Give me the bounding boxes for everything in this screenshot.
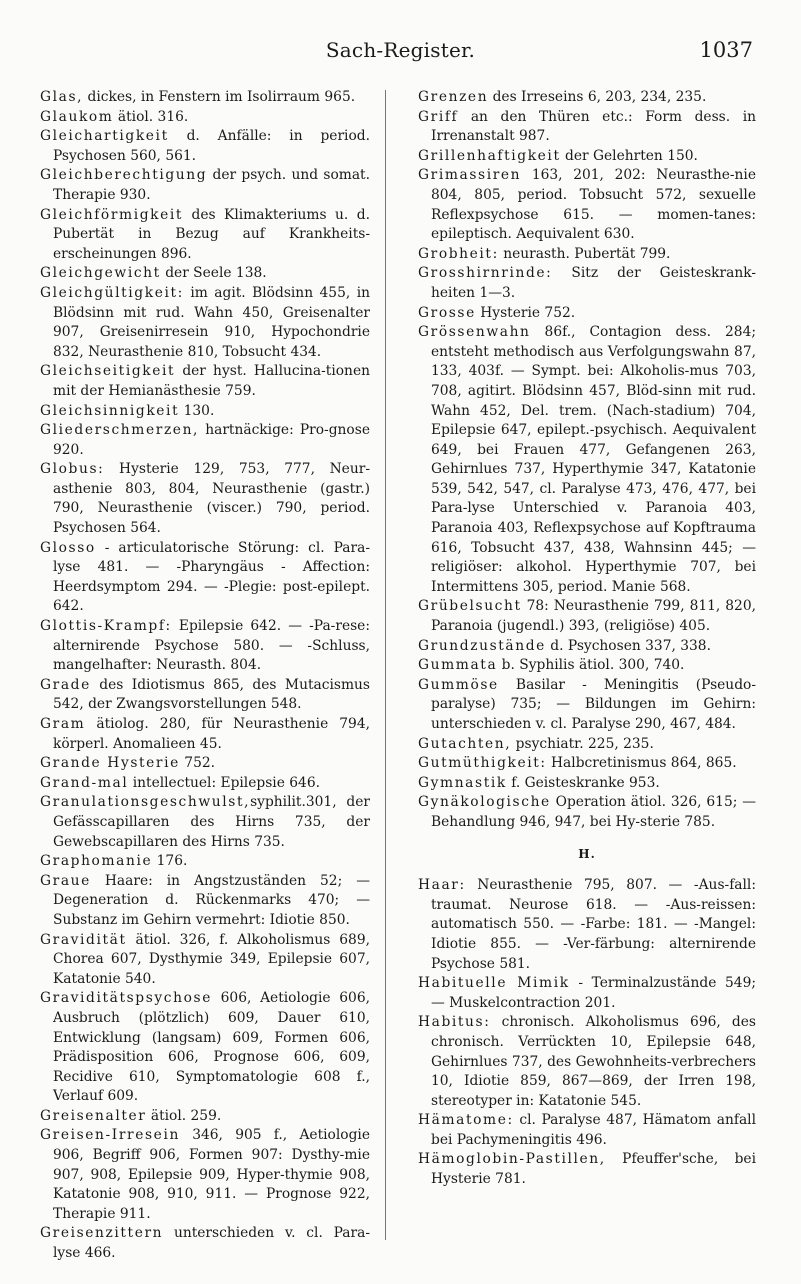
index-entry	[40, 754, 370, 774]
entry-term: Grübelsucht	[418, 598, 522, 615]
entry-references: 606, Aetiologie 606, Ausbruch (plötzlich) 609, Dauer 610, Entwicklung (langsam) 609, Formen 606, Prädisposition 606, Prognose 606, 609, Recidive 610, Symptomatologie 608 f., Verlauf 609.	[53, 990, 370, 1105]
index-entry	[40, 402, 370, 422]
entry-references: des Irreseins 6, 203, 234, 235.	[488, 89, 707, 105]
entry-term: Gleichsinnigkeit	[40, 402, 180, 419]
index-entry	[40, 127, 370, 166]
entry-term: Gummöse	[418, 676, 499, 693]
entry-term: Grande Hysterie	[40, 755, 180, 772]
entry-term: Glosso	[40, 539, 96, 556]
entry-term: Gleichförmigkeit	[40, 206, 184, 223]
entry-term: Grenzen	[418, 89, 489, 105]
entry-term: Gymnastik	[418, 774, 507, 791]
entry-term: Glas,	[40, 89, 84, 105]
index-entry	[40, 931, 370, 990]
entry-references: Halbcretinismus 864, 865.	[546, 755, 737, 772]
running-title: Sach-Register.	[325, 38, 476, 62]
entry-references: Hysterie 752.	[475, 304, 576, 321]
entry-term: Gummata	[418, 657, 498, 674]
entry-references: Basilar - Meningitis (Pseudo-paralyse) 735; — Bildungen im Gehirn: unterschieden v. cl. Paralyse 290, 467, 484.	[431, 676, 756, 732]
entry-references: unterschieden v. cl. Para-lyse 466.	[53, 1225, 370, 1262]
entry-term: Grand-mal	[40, 774, 129, 791]
index-entry	[418, 1013, 756, 1111]
index-entry	[40, 852, 370, 872]
index-entry	[40, 774, 370, 794]
entry-term: Habitus:	[418, 1014, 491, 1031]
entry-term: Haar:	[418, 877, 466, 894]
entry-references: Haare: in Angstzuständen 52; — Degeneration d. Rückenmarks 470; — Substanz im Gehirn vermehrt: Idiotie 850.	[53, 872, 370, 928]
entry-references: 176.	[152, 853, 188, 870]
entry-term: Grimassiren	[418, 167, 522, 184]
entry-term: Granulationsgeschwulst,	[40, 794, 251, 811]
index-entry	[40, 460, 370, 538]
entry-references: Hysterie 129, 753, 777, Neur-asthenie 803, 804, Neurasthenie (gastr.) 790, Neurasthenie (viscer.) 790, period. Psychosen 564.	[53, 461, 370, 537]
entry-references: 130.	[179, 402, 215, 419]
entry-references: 78: Neurasthenie 799, 811, 820, Paranoia (jugendl.) 393, (religiöse) 405.	[431, 598, 756, 635]
entry-references: - Terminalzustände 549; — Muskelcontraction 201.	[431, 975, 756, 1011]
index-entry	[418, 754, 756, 774]
index-entry	[418, 1111, 756, 1150]
entry-references: syphilit.301, der Gefässcapillaren des Hirns 735, der Gewebscapillaren des Hirns 735.	[53, 794, 370, 850]
entry-term: Gynäkologische	[418, 794, 551, 811]
entry-references: ätiol. 259.	[146, 1107, 222, 1124]
index-entry	[40, 206, 370, 265]
entry-references: - articulatorische Störung: cl. Para-lyse 481. — -Pharyngäus - Affection: Heerdsymptom 294. — -Plegie: post-epilept. 642.	[53, 539, 370, 615]
entry-references: cl. Paralyse 487, Hämatom anfall bei Pachymeningitis 496.	[431, 1112, 756, 1148]
entry-references: hartnäckige: Pro-gnose 920.	[53, 422, 370, 458]
entry-references: Operation ätiol. 326, 615; — Behandlung 946, 947, bei Hy-sterie 785.	[431, 794, 756, 830]
entry-references: des Idiotismus 865, des Mutacismus 542, der Zwangsvorstellungen 548.	[53, 676, 370, 713]
entry-term: Greisenzittern	[40, 1225, 164, 1242]
index-entry	[40, 108, 370, 128]
entry-term: Gram	[40, 716, 86, 732]
index-entry	[418, 774, 756, 794]
entry-term: Grosshirnrinde:	[418, 265, 553, 282]
entry-references: 752.	[179, 755, 216, 772]
entry-term: Hämoglobin-Pastillen,	[418, 1151, 606, 1168]
entry-references: ätiol. 316.	[113, 108, 189, 125]
index-entry	[40, 1126, 370, 1224]
entry-term: Gliederschmerzen,	[40, 422, 200, 439]
entry-term: Grobheit:	[418, 245, 499, 262]
entry-term: Grössenwahn	[418, 324, 531, 341]
index-entry	[40, 872, 370, 931]
entry-references: der psych. und somat. Therapie 930.	[53, 167, 370, 203]
entry-term: Grosse	[418, 304, 476, 321]
entry-term: Habituelle Mimik	[418, 975, 570, 992]
entry-references: 346, 905 f., Aetiologie 906, Begriff 906, Formen 907: Dysthy-mie 907, 908, Epilepsie 909, Hyper-thymie 908, Katatonie 908, 910, 911. — Prognose 922, Therapie 911.	[53, 1127, 370, 1222]
entry-references: chronisch. Alkoholismus 696, des chronisch. Verrückten 10, Epilepsie 648, Gehirnlues 737, des Gewohnheits-verbrechers 10, Idiotie 859, 867—869, der Irren 198, stereotyper in: Katatonie 545.	[431, 1014, 756, 1109]
entry-term: Gleichgewicht	[40, 265, 161, 282]
index-entry	[418, 676, 756, 735]
entry-term: Gleichartigkeit	[40, 128, 169, 145]
entry-references: an den Thüren etc.: Form dess. in Irrenanstalt 987.	[431, 108, 756, 145]
entry-references: intellectuel: Epilepsie 646.	[128, 774, 320, 791]
index-entry	[40, 88, 370, 108]
entry-term: Gutmüthigkeit:	[418, 755, 547, 772]
entry-term: Grade	[40, 676, 91, 693]
entry-term: Gleichgültigkeit:	[40, 284, 184, 301]
entry-references: d. Psychosen 337, 338.	[545, 637, 711, 654]
index-entry	[40, 166, 370, 205]
entry-references: 86f., Contagion dess. 284; entsteht methodisch aus Verfolgungswahn 87, 133, 403f. — Sympt. bei: Alkoholis-mus 703, 708, agitirt. Blödsinn 457, Blöd-sinn mit rud. Wahn 452, Del. trem. (Nach-stadium) 704, Epilepsie 647, epilept.-psychisch. Aequivalent 649, bei Frauen 477, Gefangenen 263, Gehirnlues 737, Hyperthymie 347, Katatonie 539, 542, 547, cl. Paralyse 473, 476, 477, bei Para-lyse Unterschied v. Paranoia 403, Paranoia 403, Reflexpsychose auf Kopftrauma 616, Tobsucht 437, 438, Wahnsinn 445; — religiöser: alkohol. Hyperthymie 707, bei Intermittens 305, period. Manie 568.	[431, 324, 756, 595]
entry-references: der Gelehrten 150.	[560, 147, 698, 164]
index-entry	[418, 1150, 756, 1189]
entry-term: Grundzustände	[418, 637, 546, 654]
section-heading: H.	[578, 846, 596, 861]
index-entry	[40, 1224, 370, 1263]
index-entry	[418, 793, 756, 832]
index-entry	[418, 656, 756, 676]
entry-term: Glaukom	[40, 108, 114, 125]
entry-references: der hyst. Hallucina-tionen mit der Hemianästhesie 759.	[53, 363, 370, 399]
index-entry	[40, 362, 370, 401]
entry-term: Greisen-Irresein	[40, 1127, 180, 1144]
index-entry	[40, 676, 370, 715]
index-entry	[418, 735, 756, 755]
entry-references: der Seele 138.	[160, 265, 267, 282]
entry-references: f. Geisteskranke 953.	[506, 774, 660, 791]
index-entry	[418, 166, 756, 244]
index-entry	[418, 597, 756, 636]
entry-term: Globus:	[40, 461, 105, 478]
index-entry	[418, 876, 756, 974]
entry-references: d. Anfälle: in period. Psychosen 560, 561.	[53, 128, 370, 164]
entry-references: Pfeuffer'sche, bei Hysterie 781.	[431, 1151, 756, 1188]
entry-term: Graphomanie	[40, 853, 153, 870]
entry-references: ätiolog. 280, für Neurasthenie 794, körperl. Anomalieen 45.	[53, 716, 370, 752]
entry-term: Gleichberechtigung	[40, 167, 208, 184]
entry-term: Graue	[40, 872, 91, 889]
entry-term: Graviditätspsychose	[40, 990, 212, 1007]
entry-term: Glottis-Krampf:	[40, 618, 172, 635]
entry-references: im agit. Blödsinn 455, in Blödsinn mit rud. Wahn 450, Greisenalter 907, Greisenirresein 910, Hypochondrie 832, Neurasthenie 810, Tobsucht 434.	[53, 284, 370, 360]
index-entry	[40, 264, 370, 284]
entry-references: Neurasthenie 795, 807. — -Aus-fall: traumat. Neurose 618. — -Aus-reissen: automatisch 550. — -Farbe: 181. — -Mangel: Idiotie 855. — -Ver-färbung: alternirende Psychose 581.	[431, 877, 756, 972]
entry-references: 163, 201, 202: Neurasthe-nie 804, 805, period. Tobsucht 572, sexuelle Reflexpsychose 615. — momen-tanes: epileptisch. Aequivalent 630.	[431, 167, 756, 243]
index-entry	[40, 421, 370, 460]
entry-references: ätiol. 326, f. Alkoholismus 689, Chorea 607, Dysthymie 349, Epilepsie 607, Katatonie 540.	[53, 931, 370, 987]
column-divider	[385, 90, 386, 1240]
entry-references: des Klimakteriums u. d. Pubertät in Bezug auf Krankheits-erscheinungen 896.	[53, 206, 370, 262]
entry-term: Gutachten,	[418, 735, 512, 752]
entry-term: Gravidität	[40, 931, 127, 948]
index-entry	[418, 108, 756, 147]
entry-references: dickes, in Fenstern im Isolirraum 965.	[83, 89, 356, 105]
index-entry	[40, 617, 370, 676]
index-entry	[40, 284, 370, 362]
entry-term: Hämatome:	[418, 1112, 514, 1129]
index-entry	[418, 637, 756, 657]
entry-references: Epilepsie 642. — -Pa-rese: alternirende Psychose 580. — -Schluss, mangelhafter: Neurasth. 804.	[53, 618, 370, 674]
right-column	[418, 88, 756, 1190]
index-entry	[40, 539, 370, 617]
entry-references: psychiatr. 225, 235.	[511, 735, 654, 752]
page-number: 1037	[699, 38, 753, 62]
index-entry	[418, 245, 756, 265]
left-column	[40, 88, 370, 1264]
index-entry	[40, 793, 370, 852]
entry-references: Sitz der Geisteskrank-heiten 1—3.	[431, 265, 756, 301]
index-entry	[418, 147, 756, 167]
index-entry	[40, 989, 370, 1107]
index-entry	[418, 304, 756, 324]
entry-references: b. Syphilis ätiol. 300, 740.	[497, 657, 685, 674]
entry-term: Gleichseitigkeit	[40, 363, 176, 380]
page-header	[0, 38, 801, 68]
index-entry	[418, 974, 756, 1013]
index-entry	[40, 1107, 370, 1127]
entry-term: Greisenalter	[40, 1107, 147, 1124]
index-entry	[418, 88, 756, 108]
index-entry	[418, 264, 756, 303]
entry-references: neurasth. Pubertät 799.	[498, 245, 671, 262]
index-entry	[40, 715, 370, 754]
index-entry	[418, 323, 756, 597]
entry-term: Griff	[418, 108, 459, 125]
entry-term: Grillenhaftigkeit	[418, 147, 561, 164]
